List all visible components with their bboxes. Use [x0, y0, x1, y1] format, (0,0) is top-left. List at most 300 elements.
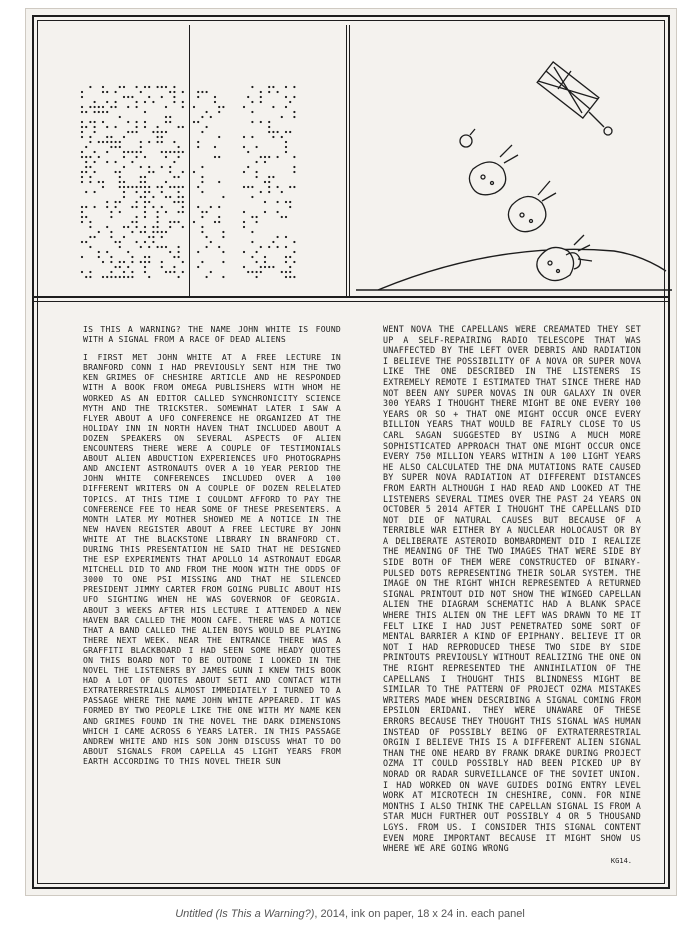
matrix-dot	[131, 221, 133, 223]
matrix-dot	[94, 206, 96, 208]
matrix-dot	[285, 216, 287, 218]
matrix-dot	[140, 196, 142, 198]
matrix-dot	[140, 181, 142, 183]
matrix-dot	[157, 186, 159, 188]
matrix-dot	[136, 121, 138, 123]
matrix-dot	[119, 201, 121, 203]
matrix-dot	[98, 106, 100, 108]
matrix-dot	[243, 106, 245, 108]
matrix-dot	[193, 121, 195, 123]
matrix-dot	[144, 196, 146, 198]
matrix-dot	[277, 156, 279, 158]
matrix-dot	[214, 146, 216, 148]
matrix-dot	[182, 201, 184, 203]
matrix-dot	[272, 241, 274, 243]
matrix-dot	[144, 191, 146, 193]
matrix-dot	[173, 271, 175, 273]
matrix-dot	[136, 151, 138, 153]
matrix-dot	[268, 126, 270, 128]
matrix-dot	[264, 261, 266, 263]
matrix-dot	[119, 266, 121, 268]
satellite-drawing	[537, 62, 612, 135]
matrix-dot	[115, 276, 117, 278]
matrix-dot	[165, 271, 167, 273]
matrix-dot	[289, 186, 291, 188]
matrix-dot	[127, 276, 129, 278]
matrix-dot	[123, 166, 125, 168]
matrix-dot	[89, 86, 91, 88]
matrix-dot	[169, 221, 171, 223]
matrix-dot	[85, 161, 87, 163]
matrix-dot	[264, 161, 266, 163]
matrix-dot	[110, 136, 112, 138]
matrix-dot	[182, 196, 184, 198]
matrix-dot	[136, 126, 138, 128]
matrix-dot	[94, 161, 96, 163]
matrix-dot	[277, 246, 279, 248]
matrix-dot	[268, 181, 270, 183]
column-intro: IS THIS A WARNING? THE NAME JOHN WHITE IS FOUND WITH A SIGNAL FROM A RACE OF DEAD ALIENS	[83, 324, 341, 345]
matrix-dot	[178, 146, 180, 148]
matrix-dot	[293, 166, 295, 168]
matrix-dot	[247, 151, 249, 153]
matrix-dot	[251, 241, 253, 243]
matrix-dot	[289, 271, 291, 273]
matrix-dot	[148, 186, 150, 188]
matrix-dot	[247, 271, 249, 273]
matrix-dot	[110, 271, 112, 273]
matrix-dot	[201, 181, 203, 183]
matrix-dot	[144, 211, 146, 213]
matrix-dot	[140, 141, 142, 143]
matrix-dot	[281, 136, 283, 138]
matrix-dot	[222, 196, 224, 198]
matrix-dot	[148, 166, 150, 168]
matrix-dot	[110, 106, 112, 108]
matrix-dot	[247, 96, 249, 98]
matrix-dot	[206, 276, 208, 278]
matrix-dot	[251, 86, 253, 88]
matrix-dot	[201, 166, 203, 168]
matrix-dot	[81, 241, 83, 243]
matrix-dot	[106, 141, 108, 143]
matrix-dot	[169, 91, 171, 93]
matrix-dot	[115, 141, 117, 143]
matrix-dot	[161, 96, 163, 98]
matrix-dot	[193, 171, 195, 173]
matrix-dot	[293, 156, 295, 158]
dot-matrix-printout-right	[243, 86, 296, 278]
matrix-dot	[218, 106, 220, 108]
matrix-dot	[157, 86, 159, 88]
matrix-dot	[89, 181, 91, 183]
matrix-dot	[251, 121, 253, 123]
matrix-dot	[94, 151, 96, 153]
matrix-dot	[140, 151, 142, 153]
matrix-dot	[218, 206, 220, 208]
matrix-dot	[243, 136, 245, 138]
matrix-dot	[136, 206, 138, 208]
matrix-dot	[182, 211, 184, 213]
matrix-dot	[293, 171, 295, 173]
matrix-dot	[140, 246, 142, 248]
matrix-dot	[165, 196, 167, 198]
matrix-dot	[289, 131, 291, 133]
matrix-dot	[136, 191, 138, 193]
matrix-dot	[102, 181, 104, 183]
matrix-dot	[152, 226, 154, 228]
matrix-dot	[85, 171, 87, 173]
artist-signature: KG14.	[610, 857, 632, 865]
matrix-dot	[206, 246, 208, 248]
matrix-dot	[264, 256, 266, 258]
matrix-dot	[115, 241, 117, 243]
matrix-dot	[169, 121, 171, 123]
matrix-dot	[85, 241, 87, 243]
matrix-dot	[123, 186, 125, 188]
matrix-dot	[136, 156, 138, 158]
matrix-dot	[106, 226, 108, 228]
matrix-dot	[131, 256, 133, 258]
matrix-dot	[165, 121, 167, 123]
matrix-dot	[98, 111, 100, 113]
matrix-dot	[169, 196, 171, 198]
matrix-dot	[131, 276, 133, 278]
matrix-dot	[178, 211, 180, 213]
matrix-dot	[197, 251, 199, 253]
matrix-dot	[165, 211, 167, 213]
matrix-dot	[293, 261, 295, 263]
matrix-dot	[243, 251, 245, 253]
matrix-dot	[119, 211, 121, 213]
matrix-dot	[136, 101, 138, 103]
column-body-left: I FIRST MET JOHN WHITE AT A FREE LECTURE IN BRANFORD CONN I HAD PREVIOUSLY SENT HIM THE TWO KEN GRIMES OF CHESHIRE ARTICLE AND HE RESPONDED WITH A BOOK FROM OMEGA PUBLISHERS WITH WHOM HE WORKED AS AN EDITOR CALLED SYNCHRONICITY SCIENCE MYTH AND THE TRICKSTER. SOMEWHAT LATER I SAW A FLYER ABOUT A UFO CONFERENCE HE ORGANIZED AT THE HOLIDAY INN IN NORTH HAVEN THAT INCLUDED ABOUT A DOZEN SPEAKERS ON SEVERAL ASPECTS OF ALIEN ENCOUNTERS THERE WERE A COUPLE OF TESTIMONIALS ABOUT ALIEN ABDUCTION EXPERIENCES UFO PHOTOGRAPHS AND ANCIENT ASTRONAUTS OVER A 10 YEAR PERIOD THE JOHN WHITE CONFERENCES INCLUDED OVER A 100 DIFFERENT WRITERS ON A COUPLE OF DOZEN RELELATED TOPICS. AT THIS TIME I COULDNT AFFORD TO PAY THE CONFERENCE FEE TO HEAR SOME OF THESE PRESENTERS. A MONTH LATER MY MOTHER SHOWED ME A NOTICE IN THE NEW HAVEN REGISTER ABOUT A FREE LECTURE BY JOHN WHITE AT THE BLACKSTONE LIBRARY IN BRANFORD CT. DURING THIS PRESENTATION HE SAID THAT HE DESIGNED THE ESP EXPERIMENTS THAT APOLLO 14 ASTRONAUT EDGAR MITCHELL DID TO AND FROM THE MOON WITH THE ODDS OF 3000 TO ONE PSI MISSING AND THAT HE SILENCED PRESIDENT JIMMY CARTER FROM GOING PUBLIC ABOUT HIS UFO SIGHTING WHEN HE WAS GOVERNOR OF GEORGIA. ABOUT 3 WEEKS AFTER HIS LECTURE I ATTENDED A NEW HAVEN BAR CALLED THE MOON CAFE. THERE WAS A NOTICE THAT A BAND CALLED THE ALIEN BOYS WOULD BE PLAYING THERE NEXT WEEK. NEAR THE ENTRANCE THERE WAS A GRAFFITI BLACKBOARD I HAD SEEN SOME HEADY QUOTES ON THIS BOARD NOT TO BE OUTDONE I LOOKED IN THE NOVEL THE LISTENERS BY JAMES GUNN I KNEW THIS BOOK HAD A LOT OF QUOTES ABOUT SETI AND CONTACT WITH EXTRATERRESTRIALS ALMOST IMMEDIATELY I TURNED TO A PASSAGE WHERE THE NAME JOHN WHITE APPEARED. IT WAS FORMED BY TWO PEOPLE LIKE THE ONE WITH MY NAME KEN AND GRIMES FOUND IN THE NOVEL THE DARK DIMENSIONS WHICH I CAME ACROSS 6 YEARS LATER. IN THIS PASSAGE ANDREW WHITE AND HIS SON JOHN DISCUSS WHAT TO DO ABOUT SIGNALS FROM CAPELLA 45 LIGHT YEARS FROM EARTH ACCORDING TO THIS NOVEL THEIR SUN	[83, 352, 341, 766]
matrix-dot	[260, 246, 262, 248]
matrix-dot	[94, 126, 96, 128]
matrix-dot	[173, 91, 175, 93]
matrix-dot	[127, 121, 129, 123]
text-column-left	[83, 324, 341, 869]
matrix-dot	[144, 261, 146, 263]
matrix-dot	[201, 116, 203, 118]
matrix-dot	[272, 266, 274, 268]
matrix-dot	[127, 266, 129, 268]
matrix-dot	[115, 91, 117, 93]
matrix-dot	[152, 196, 154, 198]
caption-title: Untitled (Is This a Warning?)	[175, 908, 315, 920]
matrix-dot	[173, 266, 175, 268]
matrix-dot	[131, 96, 133, 98]
matrix-dot	[102, 91, 104, 93]
matrix-dot	[256, 171, 258, 173]
matrix-dot	[115, 266, 117, 268]
matrix-dot	[222, 236, 224, 238]
matrix-dot	[201, 191, 203, 193]
matrix-dot	[123, 226, 125, 228]
matrix-dot	[218, 111, 220, 113]
matrix-dot	[178, 186, 180, 188]
matrix-dot	[85, 111, 87, 113]
matrix-dot	[161, 136, 163, 138]
matrix-dot	[268, 191, 270, 193]
matrix-dot	[243, 211, 245, 213]
matrix-dot	[98, 156, 100, 158]
matrix-dot	[110, 146, 112, 148]
matrix-dot	[285, 276, 287, 278]
matrix-dot	[106, 111, 108, 113]
matrix-dot	[182, 91, 184, 93]
matrix-dot	[251, 196, 253, 198]
matrix-dot	[102, 186, 104, 188]
matrix-dot	[98, 181, 100, 183]
matrix-dot	[102, 261, 104, 263]
matrix-dot	[144, 241, 146, 243]
matrix-dot	[94, 236, 96, 238]
matrix-dot	[165, 181, 167, 183]
matrix-dot	[127, 96, 129, 98]
matrix-dot	[89, 121, 91, 123]
matrix-dot	[169, 166, 171, 168]
matrix-dot	[197, 186, 199, 188]
matrix-dot	[289, 201, 291, 203]
matrix-dot	[123, 271, 125, 273]
matrix-dot	[256, 221, 258, 223]
matrix-dot	[85, 191, 87, 193]
caption-details: , 2014, ink on paper, 18 x 24 in. each panel	[314, 908, 525, 920]
matrix-dot	[268, 246, 270, 248]
matrix-dot	[218, 156, 220, 158]
matrix-dot	[119, 276, 121, 278]
matrix-dot	[285, 246, 287, 248]
matrix-dot	[123, 86, 125, 88]
matrix-dot	[251, 271, 253, 273]
matrix-dot	[140, 146, 142, 148]
matrix-dot	[206, 91, 208, 93]
matrix-dot	[272, 176, 274, 178]
matrix-dot	[243, 146, 245, 148]
matrix-dot	[173, 256, 175, 258]
matrix-dot	[178, 196, 180, 198]
matrix-dot	[94, 191, 96, 193]
matrix-dot	[256, 161, 258, 163]
matrix-dot	[123, 276, 125, 278]
matrix-dot	[251, 216, 253, 218]
matrix-dot	[214, 156, 216, 158]
matrix-dot	[102, 106, 104, 108]
matrix-dot	[152, 206, 154, 208]
matrix-dot	[161, 236, 163, 238]
matrix-dot	[173, 141, 175, 143]
matrix-dot	[161, 166, 163, 168]
matrix-dot	[256, 216, 258, 218]
matrix-dot	[81, 216, 83, 218]
matrix-dot	[81, 106, 83, 108]
matrix-dot	[119, 186, 121, 188]
matrix-dot	[89, 246, 91, 248]
matrix-dot	[272, 131, 274, 133]
matrix-dot	[260, 91, 262, 93]
matrix-dot	[140, 166, 142, 168]
matrix-dot	[173, 96, 175, 98]
matrix-dot	[85, 126, 87, 128]
matrix-dot	[81, 206, 83, 208]
matrix-dot	[197, 141, 199, 143]
matrix-dot	[106, 276, 108, 278]
matrix-dot	[178, 276, 180, 278]
matrix-dot	[268, 186, 270, 188]
matrix-dot	[165, 231, 167, 233]
matrix-dot	[293, 186, 295, 188]
matrix-dot	[197, 96, 199, 98]
matrix-dot	[201, 211, 203, 213]
matrix-dot	[148, 201, 150, 203]
matrix-dot	[161, 151, 163, 153]
matrix-dot	[281, 191, 283, 193]
matrix-dot	[272, 86, 274, 88]
matrix-dot	[251, 111, 253, 113]
matrix-dot	[144, 201, 146, 203]
matrix-dot	[256, 261, 258, 263]
matrix-dot	[161, 261, 163, 263]
matrix-dot	[157, 246, 159, 248]
matrix-dot	[144, 126, 146, 128]
matrix-dot	[243, 266, 245, 268]
matrix-dot	[89, 271, 91, 273]
matrix-dot	[115, 146, 117, 148]
matrix-dot	[131, 261, 133, 263]
matrix-dot	[285, 106, 287, 108]
matrix-dot	[123, 96, 125, 98]
matrix-dot	[85, 276, 87, 278]
matrix-dot	[161, 266, 163, 268]
matrix-dot	[293, 96, 295, 98]
matrix-dot	[157, 216, 159, 218]
matrix-dot	[89, 276, 91, 278]
matrix-dot	[144, 216, 146, 218]
matrix-dot	[157, 231, 159, 233]
matrix-dot	[277, 186, 279, 188]
matrix-dot	[243, 226, 245, 228]
matrix-dot	[140, 231, 142, 233]
matrix-dot	[218, 246, 220, 248]
matrix-dot	[115, 171, 117, 173]
matrix-dot	[89, 136, 91, 138]
matrix-dot	[85, 216, 87, 218]
matrix-dot	[144, 186, 146, 188]
matrix-dot	[264, 156, 266, 158]
matrix-dot	[277, 211, 279, 213]
matrix-dot	[123, 236, 125, 238]
matrix-dot	[94, 171, 96, 173]
matrix-dot	[136, 186, 138, 188]
matrix-dot	[102, 141, 104, 143]
matrix-dot	[136, 86, 138, 88]
matrix-dot	[243, 221, 245, 223]
matrix-dot	[293, 116, 295, 118]
matrix-dot	[115, 126, 117, 128]
matrix-dot	[89, 166, 91, 168]
matrix-dot	[289, 206, 291, 208]
matrix-dot	[173, 176, 175, 178]
matrix-dot	[260, 101, 262, 103]
matrix-dot	[201, 131, 203, 133]
matrix-dot	[260, 191, 262, 193]
matrix-dot	[131, 151, 133, 153]
matrix-dot	[152, 241, 154, 243]
matrix-dot	[173, 161, 175, 163]
matrix-dot	[161, 131, 163, 133]
matrix-dot	[81, 156, 83, 158]
matrix-dot	[173, 186, 175, 188]
matrix-dot	[85, 146, 87, 148]
matrix-dot	[165, 116, 167, 118]
matrix-dot	[178, 191, 180, 193]
matrix-dot	[148, 236, 150, 238]
matrix-dot	[81, 91, 83, 93]
matrix-dot	[81, 181, 83, 183]
matrix-dot	[89, 141, 91, 143]
matrix-dot	[182, 171, 184, 173]
matrix-dot	[144, 156, 146, 158]
matrix-dot	[210, 271, 212, 273]
matrix-dot	[110, 141, 112, 143]
matrix-dot	[98, 141, 100, 143]
matrix-dot	[285, 141, 287, 143]
matrix-dot	[264, 181, 266, 183]
matrix-dot	[285, 96, 287, 98]
matrix-dot	[161, 186, 163, 188]
matrix-dot	[197, 121, 199, 123]
matrix-dot	[285, 151, 287, 153]
matrix-dot	[94, 111, 96, 113]
column-body-right: WENT NOVA THE CAPELLANS WERE CREAMATED THEY SET UP A SELF-REPAIRING RADIO TELESCOPE THAT WAS UNAFFECTED BY THE LEFT OVER DEBRIS AND RADIATION I BELIEVE THE POSSIBILITY OF A NOVA OR SUPER NOVA LIKE THE ONE DESCRIBED IN THE LISTENERS IS EXTREMELY REMOTE I ESTIMATED THAT SINCE THERE HAD NOT BEEN ANY SUPER NOVAS IN OUR GALAXY IN OVER 300 YEARS I THOUGHT THERE MIGHT BE ONE EVERY 100 YEARS OR SO + THAT ONE MIGHT OCCUR ONCE EVERY BILLION YEARS THAT WOULD BE FAIRLY CLOSE TO US CARL SAGAN SUGGESTED BY USING A MUCH MORE SOPHISTICATED APPROACH THAT ONE MIGHT OCCUR ONCE EVERY 750 MILLION YEARS WITHIN A 100 LIGHT YEARS HE ALSO CALCULATED THE DNA MUTATIONS RATE CAUSED BY SUPER NOVA RADIATION AT DIFFERENT DISTANCES FROM EARTH ALTHOUGH I HAD READ AND LOOKED AT THE LISTENERS SEVERAL TIMES OVER THE PAST 24 YEARS ON OCTOBER 5 2014 AFTER I THOUGHT THE CAPELLANS DID NOT DIE OF NATURAL CAUSES BUT BECAUSE OF A TERRIBLE WAR EITHER BY A NUCLEAR HOLOCAUST OR BY A DELIBERATE ASTEROID BOMBARDMENT DID I REALIZE THE MEANING OF THE TWO IMAGES THAT WERE SIDE BY SIDE BOTH OF THEM WERE CONSTRUCTED OF BINARY-PULSED DOTS REPRESENTING THEIR SOLAR SYSTEM. THE IMAGE ON THE RIGHT WHICH REPRESENTED A RETURNED SIGNAL PRINTOUT DID NOT SHOW THE WINGED CAPELLAN ALIEN THE DIAGRAM SCHEMATIC HAD A BLANK SPACE WHERE THIS ALIEN ON THE LEFT WAS DRAWN TO ME IT FELT LIKE I HAD JUST PENETRATED SOME SORT OF MENTAL BARRIER A KIND OF EPIPHANY. BELIEVE IT OR NOT I HAD REPRODUCED THESE TWO SIDE BY SIDE PRINTOUTS PREVIOUSLY WITHOUT REALIZING THE ONE ON THE RIGHT REPRESENTED THE ANNIHILATION OF THE CAPELLANS I THOUGHT THIS BLINDNESS MIGHT BE SIMILAR TO THE PATTERN OF PROJECT OZMA MISTAKES WRITERS MADE WHEN DESCRIBING A SIGNAL COMING FROM EPSILON ERIDANI. THEY WERE UNAWARE OF THESE ERRORS BECAUSE THEY THOUGHT THIS SIGNAL WAS HUMAN INSTEAD OF POSSIBLY BEING OF EXTRATERRESTRIAL ORGIN I BELIEVE THIS IS A DIFFERENT ALIEN SIGNAL THAN THE ONE HEARD BY FRANK DRAKE DURING PROJECT OZMA IT COULD POSSIBLY HAD BEEN PICKED UP BY NORAD OR RADAR SURVEILLANCE OF THE SOVIET UNION. I HAD WORKED ON WAVE GUIDES DOING ENTRY LEVEL WORK AT MICROTECH IN CHESHIRE, CONN. FOR NINE MONTHS I ALSO THINK THE CAPELLAN SIGNAL IS FROM A STAR MUCH FURTHER OUT POSSIBLY 4 OR 5 THOUSAND LGYS. FROM US. I CONSIDER THIS SIGNAL CONTENT EVEN MORE IMPORTANT BECAUSE IT MIGHT SHOW US WHERE WE ARE GOING WRONG	[383, 324, 641, 854]
matrix-dot	[123, 196, 125, 198]
matrix-dot	[222, 276, 224, 278]
matrix-dot	[98, 251, 100, 253]
matrix-dot	[218, 136, 220, 138]
matrix-dot	[277, 91, 279, 93]
matrix-dot	[193, 106, 195, 108]
matrix-dot	[81, 126, 83, 128]
matrix-dot	[115, 201, 117, 203]
matrix-dot	[123, 191, 125, 193]
matrix-dot	[106, 201, 108, 203]
matrix-dot	[293, 241, 295, 243]
matrix-dot	[157, 136, 159, 138]
matrix-dot	[165, 106, 167, 108]
matrix-dot	[94, 121, 96, 123]
matrix-dot	[131, 271, 133, 273]
matrix-dot	[178, 156, 180, 158]
matrix-dot	[264, 211, 266, 213]
matrix-dot	[140, 176, 142, 178]
matrix-dot	[85, 206, 87, 208]
matrix-dot	[201, 91, 203, 93]
matrix-dot	[152, 171, 154, 173]
matrix-dot	[182, 206, 184, 208]
matrix-dot	[144, 271, 146, 273]
matrix-dot	[169, 271, 171, 273]
matrix-dot	[85, 166, 87, 168]
matrix-dot	[173, 221, 175, 223]
matrix-dot	[169, 171, 171, 173]
matrix-dot	[161, 86, 163, 88]
matrix-dot	[131, 161, 133, 163]
matrix-dot	[81, 256, 83, 258]
matrix-dot	[182, 126, 184, 128]
matrix-dot	[268, 121, 270, 123]
matrix-dot	[161, 191, 163, 193]
